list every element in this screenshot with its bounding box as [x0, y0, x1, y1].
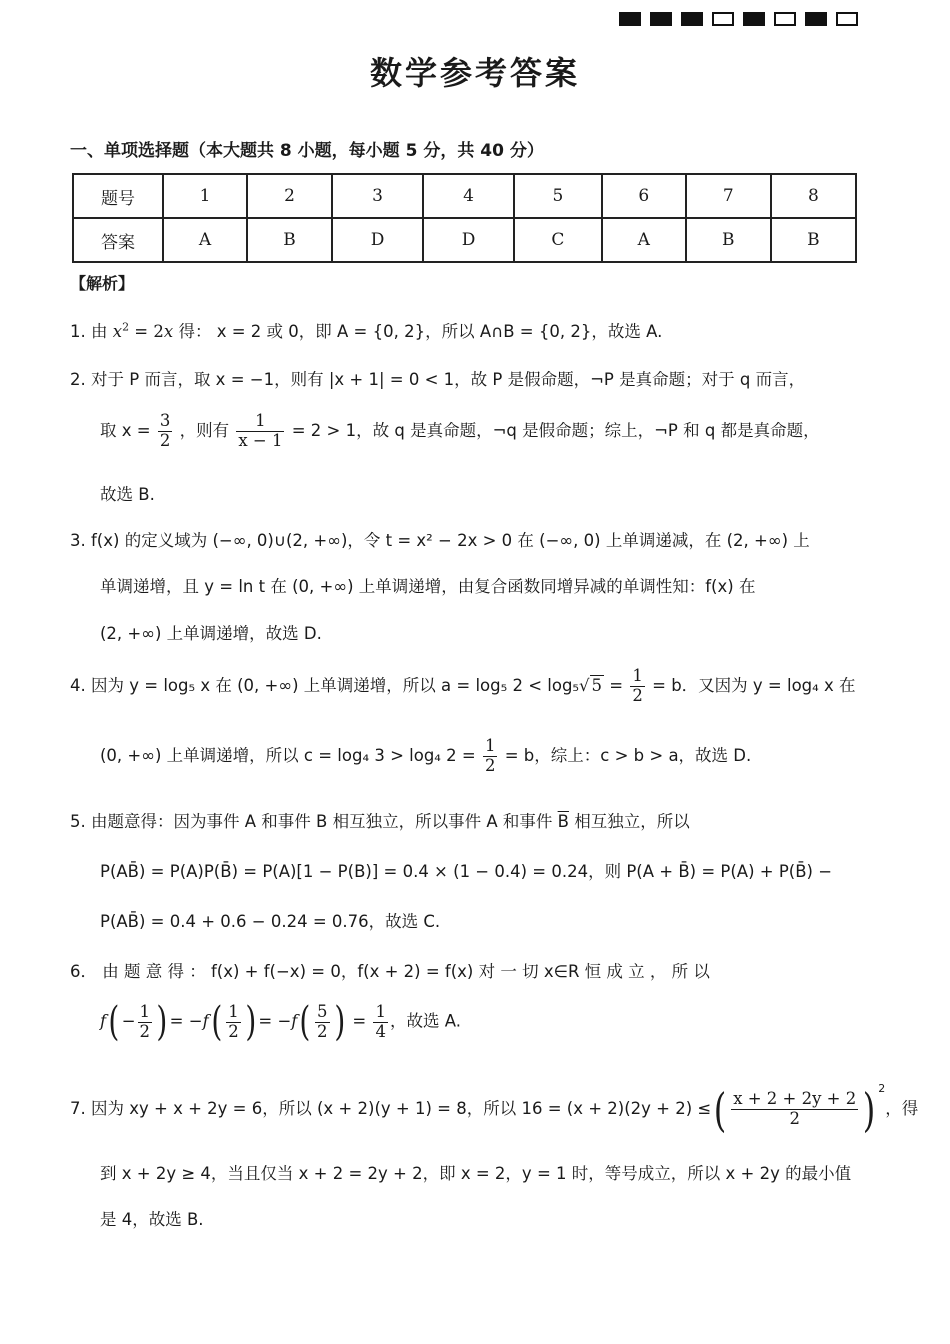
denominator: 2 — [159, 430, 171, 450]
paren: ) — [333, 999, 345, 1045]
solution-2-line-2 — [100, 412, 820, 451]
table-cell: 2 — [247, 174, 332, 218]
fraction — [483, 737, 498, 776]
text: = − — [258, 1011, 292, 1031]
text: 取 x = — [100, 420, 151, 440]
text: = b，综上：c > b > a，故选 D. — [504, 745, 752, 765]
paren: ( — [299, 999, 311, 1045]
solution-1-line-1 — [70, 318, 662, 342]
solution-number: 2. — [70, 370, 86, 389]
fraction — [315, 1003, 330, 1042]
fraction — [158, 412, 173, 451]
table-cell: 4 — [423, 174, 514, 218]
paren: ( — [713, 1082, 727, 1137]
solution-5-line-2: P(AB̄) = P(A)P(B̄) = P(A)[1 − P(B)] = 0.4 × (1 − 0.4) = 0.24，则 P(A + B̄) = P(A) + P(B̄) − — [100, 862, 833, 881]
solution-4-line-2 — [100, 737, 751, 776]
table-cell: B — [247, 218, 332, 262]
fraction — [226, 1003, 241, 1042]
denominator: 2 — [484, 755, 496, 775]
table-cell: D — [332, 218, 423, 262]
table-cell: 1 — [163, 174, 247, 218]
marker-square — [650, 12, 672, 26]
text: 因为 y = log₅ x 在 (0, +∞) 上单调递增，所以 a = log₅ 2 < log₅ — [91, 675, 580, 695]
text: = 2 > 1，故 q 是真命题，¬q 是假命题；综上，¬P 和 q 都是真命题， — [291, 420, 820, 440]
text: = − — [169, 1011, 203, 1031]
text: (0, +∞) 上单调递增，所以 c = log₄ 3 > log₄ 2 = — [100, 745, 476, 765]
section-heading: 一、单项选择题（本大题共 8 小题，每小题 5 分，共 40 分） — [70, 141, 544, 161]
table-cell: A — [163, 218, 247, 262]
table-row — [73, 174, 856, 218]
table-cell: 3 — [332, 174, 423, 218]
solution-6-line-1 — [70, 958, 710, 982]
paren: ( — [108, 999, 120, 1045]
fraction — [138, 1003, 153, 1042]
solution-2-line-1 — [70, 366, 805, 390]
solution-4-line-1 — [70, 667, 856, 706]
table-row — [73, 218, 856, 262]
text: 相互独立，所以 — [574, 812, 690, 831]
paren: ) — [862, 1082, 876, 1137]
solution-number: 5. — [70, 812, 86, 831]
denominator: 4 — [375, 1021, 386, 1041]
solution-number: 4. — [70, 675, 86, 695]
text: x = 2 或 0，即 A = {0, 2}，所以 A∩B = {0, 2}，故选 A. — [216, 322, 663, 341]
fraction — [731, 1090, 858, 1129]
text: 由 — [91, 322, 108, 341]
table-cell: 7 — [686, 174, 771, 218]
page-title: 数学参考答案 — [369, 54, 580, 92]
paren: ) — [156, 999, 168, 1045]
sqrt-expression: √ 5 — [579, 675, 603, 695]
fraction — [236, 412, 284, 451]
complement-event: $\overline{B}$ — [557, 812, 569, 831]
table-cell: B — [686, 218, 771, 262]
paren: ( — [211, 999, 222, 1045]
text: f(x) 的定义域为 (−∞, 0)∪(2, +∞)，令 t = x² − 2x > 0 在 (−∞, 0) 上单调递减，在 (2, +∞) 上 — [91, 531, 810, 550]
denominator: 2 — [789, 1109, 800, 1128]
text: − — [121, 1011, 136, 1031]
exponent: 2 — [878, 1082, 886, 1095]
denominator: 2 — [317, 1021, 328, 1041]
numerator: 1 — [228, 1001, 239, 1021]
marker-square — [774, 12, 796, 26]
denominator: 2 — [139, 1021, 151, 1041]
text: = b．又因为 y = log₄ x 在 — [652, 675, 856, 695]
denominator: x − 1 — [238, 430, 283, 450]
solution-number: 6． — [70, 962, 97, 981]
marker-square — [805, 12, 827, 26]
text: 得： — [178, 322, 212, 341]
marker-square — [743, 12, 765, 26]
equation: $x^2 = 2x$ — [112, 320, 174, 341]
solution-7-line-1 — [70, 1082, 919, 1137]
numerator: 1 — [139, 1001, 151, 1021]
numerator: 1 — [375, 1001, 386, 1021]
solution-7-line-2: 到 x + 2y ≥ 4，当且仅当 x + 2 = 2y + 2，即 x = 2，y = 1 时，等号成立，所以 x + 2y 的最小值 — [100, 1164, 852, 1183]
fraction — [630, 667, 645, 706]
solution-number: 7. — [70, 1099, 86, 1118]
table-cell: D — [423, 218, 514, 262]
marker-square — [712, 12, 734, 26]
table-cell: A — [602, 218, 686, 262]
numerator: 1 — [632, 666, 643, 685]
solution-3-line-1 — [70, 527, 810, 551]
table-cell: 5 — [514, 174, 602, 218]
text: ，故选 A. — [389, 1011, 461, 1031]
text: ，则有 — [179, 420, 230, 440]
table-cell: 题号 — [73, 174, 163, 218]
marker-square — [681, 12, 703, 26]
numerator: 3 — [159, 411, 171, 430]
text: 由题意得：因为事件 A 和事件 B 相互独立，所以事件 A 和事件 — [91, 812, 553, 831]
fraction — [373, 1003, 388, 1042]
table-cell: C — [514, 218, 602, 262]
text: = — [609, 675, 624, 695]
function-symbol: f — [291, 1011, 298, 1031]
function-symbol: f — [100, 1011, 107, 1031]
numerator: 5 — [317, 1001, 328, 1021]
table-cell: 8 — [771, 174, 856, 218]
table-cell: 6 — [602, 174, 686, 218]
solution-5-line-3: P(AB̄) = 0.4 + 0.6 − 0.24 = 0.76，故选 C. — [100, 912, 441, 931]
denominator: 2 — [632, 685, 643, 705]
table-cell: B — [771, 218, 856, 262]
numerator: x + 2 + 2y + 2 — [733, 1089, 857, 1109]
numerator: 1 — [236, 412, 284, 432]
paren: ) — [245, 999, 257, 1045]
table-cell: 答案 — [73, 218, 163, 262]
solution-2-line-3: 故选 B. — [100, 485, 155, 504]
solution-5-line-1 — [70, 808, 690, 832]
solution-3-line-3: (2, +∞) 上单调递增，故选 D. — [100, 624, 322, 643]
answer-table — [72, 173, 857, 263]
numerator: 1 — [484, 736, 496, 755]
function-symbol: f — [202, 1011, 209, 1031]
marker-square — [836, 12, 858, 26]
solution-number: 3. — [70, 531, 86, 550]
text: 由 题 意 得 ： f(x) + f(−x) = 0，f(x + 2) = f(x) 对 一 切 x∈R 恒 成 立 ， 所 以 — [102, 962, 710, 981]
solution-6-line-2: f( − $\frac{1}{2}$ ) = −f( $\frac{1}{2}$ ) = −f( $\frac{5}{2}$ ) = $\frac{1}{4}$ ，故选 A. — [100, 999, 461, 1045]
text: 因为 xy + x + 2y = 6，所以 (x + 2)(y + 1) = 8，所以 16 = (x + 2)(2y + 2) ≤ — [91, 1099, 712, 1118]
text: 对于 P 而言，取 x = −1，则有 |x + 1| = 0 < 1，故 P 是假命题，¬P 是真命题；对于 q 而言， — [91, 370, 806, 389]
marker-square — [619, 12, 641, 26]
text: ，得 — [885, 1099, 919, 1118]
corner-markers — [619, 12, 858, 26]
solution-3-line-2: 单调递增，且 y = ln t 在 (0, +∞) 上单调递增，由复合函数同增异减的单调性知：f(x) 在 — [100, 577, 756, 596]
solution-number: 1. — [70, 322, 86, 341]
radicand: 5 — [591, 675, 603, 695]
solution-7-line-3: 是 4，故选 B. — [100, 1210, 204, 1229]
denominator: 2 — [228, 1021, 239, 1041]
analysis-label: 【解析】 — [70, 274, 135, 293]
